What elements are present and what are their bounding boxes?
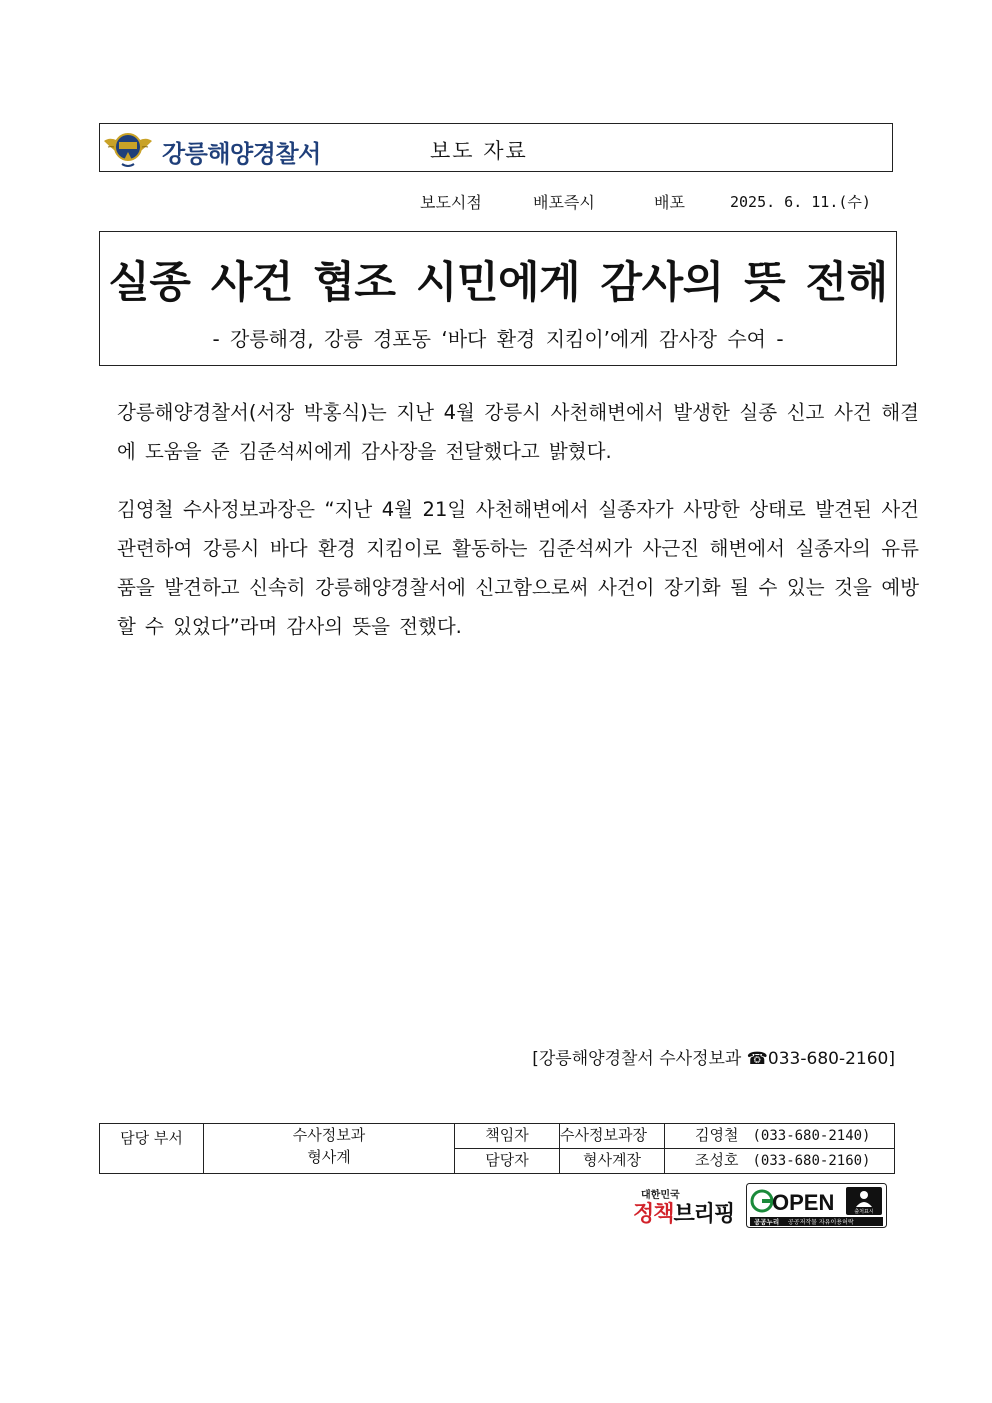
person-phone: (033-680-2140) (752, 1128, 871, 1144)
brief-small-text: 대한민국 (641, 1190, 680, 1201)
release-time-label: 보도시점 (420, 193, 482, 212)
role-cell: 책임자 (455, 1124, 560, 1149)
open-text: OPEN (772, 1190, 835, 1215)
person-phone: (033-680-2160) (752, 1153, 871, 1169)
header-box (99, 123, 893, 172)
headline-subtitle: - 강릉해경, 강릉 경포동 ‘바다 환경 지킴이’에게 감사장 수여 - (212, 327, 784, 351)
person-cell (665, 1149, 895, 1174)
open-sub2: 공공저작물 자유이용허락 (788, 1219, 854, 1226)
person-name: 김영철 (695, 1126, 739, 1144)
dept-cell (204, 1124, 455, 1174)
org-name: 강릉해양경찰서 (162, 140, 321, 168)
table-row (100, 1124, 895, 1149)
kogl-open-badge-icon (746, 1183, 887, 1228)
headline-title: 실종 사건 협조 시민에게 감사의 뜻 전해 (108, 258, 888, 308)
open-badge-label: 출처표시 (854, 1209, 874, 1215)
role-cell: 담당자 (455, 1149, 560, 1174)
dept-label-cell: 담당 부서 (100, 1124, 204, 1174)
position-cell: 수사정보과장 (560, 1124, 665, 1149)
doc-type-label: 보도 자료 (430, 139, 528, 163)
distribution-date: 2025. 6. 11.(수) (730, 193, 871, 211)
responsible-info-table (99, 1123, 895, 1174)
body-paragraph-2: 김영철 수사정보과장은 “지난 4월 21일 사천해변에서 실종자가 사망한 상태로 발견된 사건 관련하여 강릉시 바다 환경 지킴이로 활동하는 김준석씨가 사근진 해변에서 실종자의 유류품을 발견하고 신속히 강릉해양경찰서에 신고함으로써 사건이 장기화 될 수 있는 것을 예방할 수 있었다”라며 감사의 뜻을 전했다. (117, 498, 919, 638)
title-box (99, 231, 897, 366)
open-sub1: 공공누리 (754, 1218, 780, 1226)
contact-line: [강릉해양경찰서 수사정보과 ☎033-680-2160] (532, 1049, 895, 1069)
body-paragraph-1: 강릉해양경찰서(서장 박홍식)는 지난 4월 강릉시 사천해변에서 발생한 실종 신고 사건 해결에 도움을 준 김준석씨에게 감사장을 전달했다고 밝혔다. (117, 401, 919, 463)
dept-line-1: 수사정보과 (292, 1126, 366, 1144)
distribution-label: 배포 (654, 193, 685, 212)
person-name: 조성호 (695, 1151, 739, 1169)
release-time-value: 배포즉시 (533, 193, 595, 212)
person-cell (665, 1124, 895, 1149)
dept-line-2: 형사계 (307, 1148, 351, 1166)
brief-main-text: 정책브리핑 (633, 1202, 735, 1227)
policy-briefing-logo (633, 1186, 738, 1230)
position-cell: 형사계장 (560, 1149, 665, 1174)
coast-guard-emblem-icon (102, 127, 154, 169)
